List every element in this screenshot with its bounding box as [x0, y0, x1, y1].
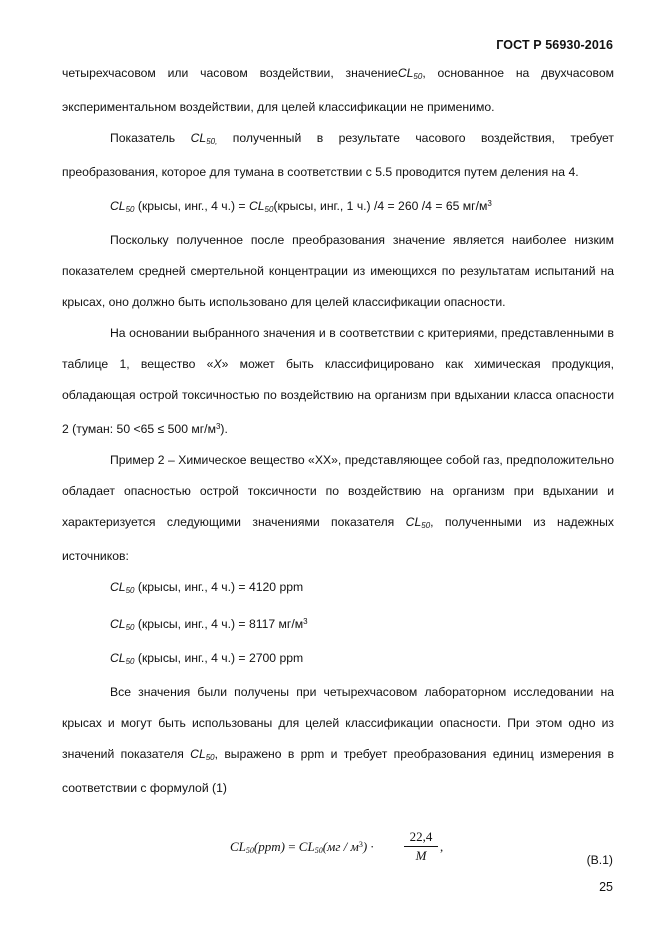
conversion-formula: $CL_{50}(ppm) = CL_{50}(мг / м^3)$ · $\frac{22,4}{M}$ ,	[230, 829, 444, 863]
document-code-header: ГОСТ Р 56930-2016	[496, 38, 613, 52]
paragraph-1: четырехчасовом или часовом воздействии, значениеCL$_{50}$, основанное на двухчасовом экспериментальном воздействии, для целей классификации не применимо.	[62, 66, 614, 114]
calculation-line: $CL_{50}$ (крысы, инг., 4 $ч.) = CL_{50}(крысы$, инг., 1 ч.) /4 = 260 /4 = 65 $мг/м^3$	[110, 199, 492, 214]
formula-fraction	[404, 829, 438, 864]
value-line: $CL_{50}$ (крысы, инг., 4 ч.) = 4120 ppm	[110, 580, 304, 595]
page-number: 25	[599, 880, 613, 894]
fraction-numerator: 22,4	[404, 829, 438, 847]
fraction-denominator: M	[415, 848, 427, 863]
paragraph-6: Все значения были получены при четырехчасовом лабораторном исследовании на крысах и могут быть использованы для целей классификации опасности. При этом одно из значений показателя $CL_{50}$, выражено в ppm и требует преобразования единиц измерения в соответствии с формулой (1)	[62, 685, 614, 795]
paragraph-3: Поскольку полученное после преобразования значение является наиболее низким показателем средней смертельной концентрации из имеющихся по результатам испытаний на крысах, оно должно быть использовано для целей классификации опасности.	[62, 233, 614, 309]
paragraph-2: Показатель $CL_{50,}$ полученный в результате часового воздействия, требует преобразования, которое для тумана в соответствии с 5.5 проводится путем деления на 4.	[62, 131, 614, 179]
paragraph-example-2: Пример 2 – Химическое вещество «XX», представляющее собой газ, предположительно обладает опасностью острой токсичности по воздействию на организм при вдыхании и характеризуется следующими значениями показателя $CL_{50}$, полученными из надежных источников:	[62, 453, 614, 563]
body-text	[62, 58, 614, 804]
paragraph-4: На основании выбранного значения и в соответствии с критериями, представленными в таблице 1, вещество «X» может быть классифицировано как химическая продукция, обладающая острой токсичностью по воздействию на организм при вдыхании класса опасности 2 (туман: 50 <65 ≤ 500 $мг/м^3$).	[62, 326, 614, 436]
equation-number: (В.1)	[586, 853, 613, 867]
value-line: $CL_{50}$ (крысы, инг., 4 ч.) = 2700 ppm	[110, 651, 304, 666]
formula-expression: $CL_{50}(ppm) = CL_{50}(мг / м^3)$ ·	[230, 839, 374, 855]
value-line: $CL_{50}$ (крысы, инг., 4 ч.) = 8117 $мг/м^3$	[110, 617, 308, 632]
